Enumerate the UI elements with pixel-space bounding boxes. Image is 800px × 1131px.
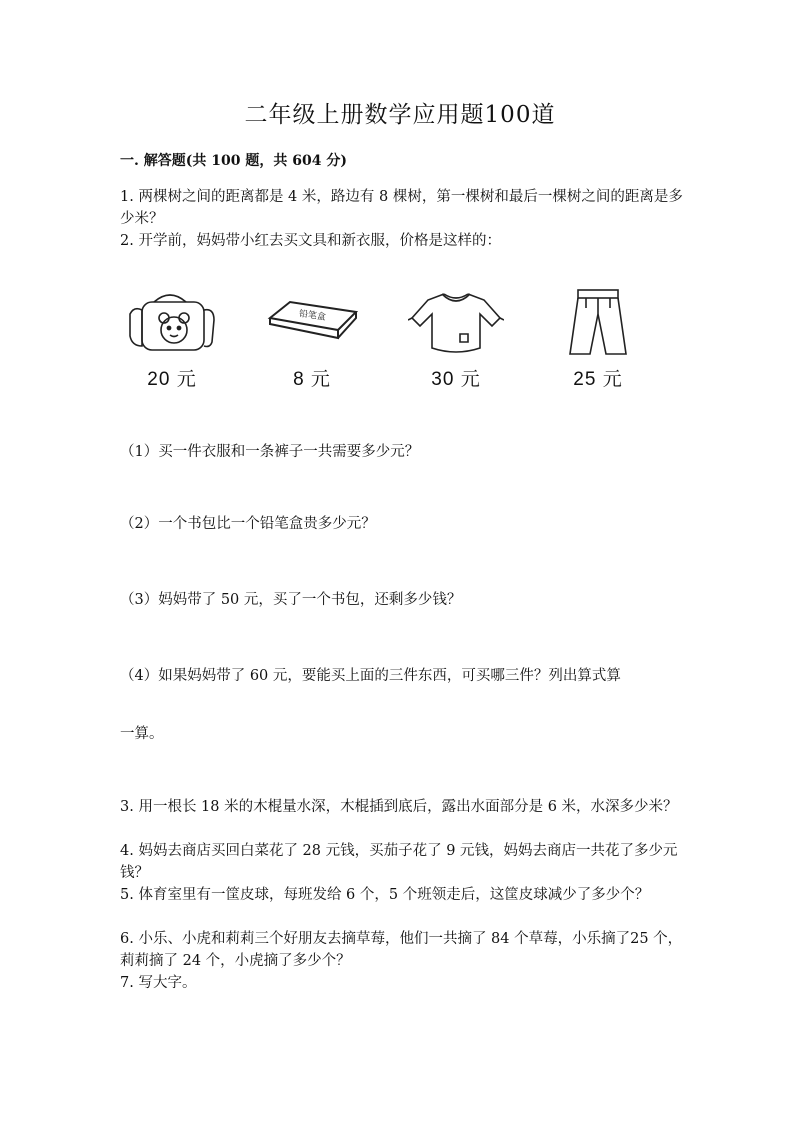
price-label: 20 元 xyxy=(147,369,197,390)
figure-item-pencil-box xyxy=(264,284,360,396)
subquestion-1: （1）买一件衣服和一条裤子一共需要多少元？ xyxy=(120,444,420,460)
page-title: 二年级上册数学应用题100道 xyxy=(244,102,556,128)
question-7: 7. 写大字。 xyxy=(120,975,197,991)
question-5: 5. 体育室里有一筐皮球，每班发给 6 个，5 个班领走后，这筐皮球减少了多少个？ xyxy=(120,887,650,903)
pants-icon xyxy=(550,284,646,364)
section-heading: 一. 解答题(共 100 题，共 604 分) xyxy=(120,153,347,169)
subquestion-4: （4）如果妈妈带了 60 元，要能买上面的三件东西，可买哪三件？列出算式算 xyxy=(120,668,621,684)
shirt-icon xyxy=(408,284,504,364)
question-6: 6. 小乐、小虎和莉莉三个好朋友去摘草莓，他们一共摘了 84 个草莓，小乐摘了25 个，莉莉摘了 24 个，小虎摘了多少个？ xyxy=(120,931,683,969)
subquestion-4-continued: 一算。 xyxy=(120,726,164,742)
figure-item-schoolbag xyxy=(124,284,220,396)
price-label: 30 元 xyxy=(431,369,481,390)
question-4: 4. 妈妈去商店买回白菜花了 28 元钱，买茄子花了 9 元钱，妈妈去商店一共花了多少元钱？ xyxy=(120,843,678,881)
price-label: 25 元 xyxy=(573,369,623,390)
pencil-box-label: 铅笔盒 xyxy=(298,309,327,323)
question-1: 1. 两棵树之间的距离都是 4 米，路边有 8 棵树，第一棵树和最后一棵树之间的距离是多少米？ xyxy=(120,189,683,227)
subquestion-3: （3）妈妈带了 50 元，买了一个书包，还剩多少钱？ xyxy=(120,592,462,608)
price-label: 8 元 xyxy=(293,369,331,390)
subquestion-2: （2）一个书包比一个铅笔盒贵多少元？ xyxy=(120,516,376,532)
price-figure xyxy=(124,284,624,396)
figure-item-pants xyxy=(550,284,646,396)
question-2: 2. 开学前，妈妈带小红去买文具和新衣服，价格是这样的： xyxy=(120,233,501,249)
pencil-box-icon xyxy=(264,284,360,364)
question-3: 3. 用一根长 18 米的木棍量水深，木棍插到底后，露出水面部分是 6 米，水深多少米？ xyxy=(120,799,678,815)
schoolbag-icon xyxy=(124,284,220,364)
figure-item-shirt xyxy=(408,284,504,396)
